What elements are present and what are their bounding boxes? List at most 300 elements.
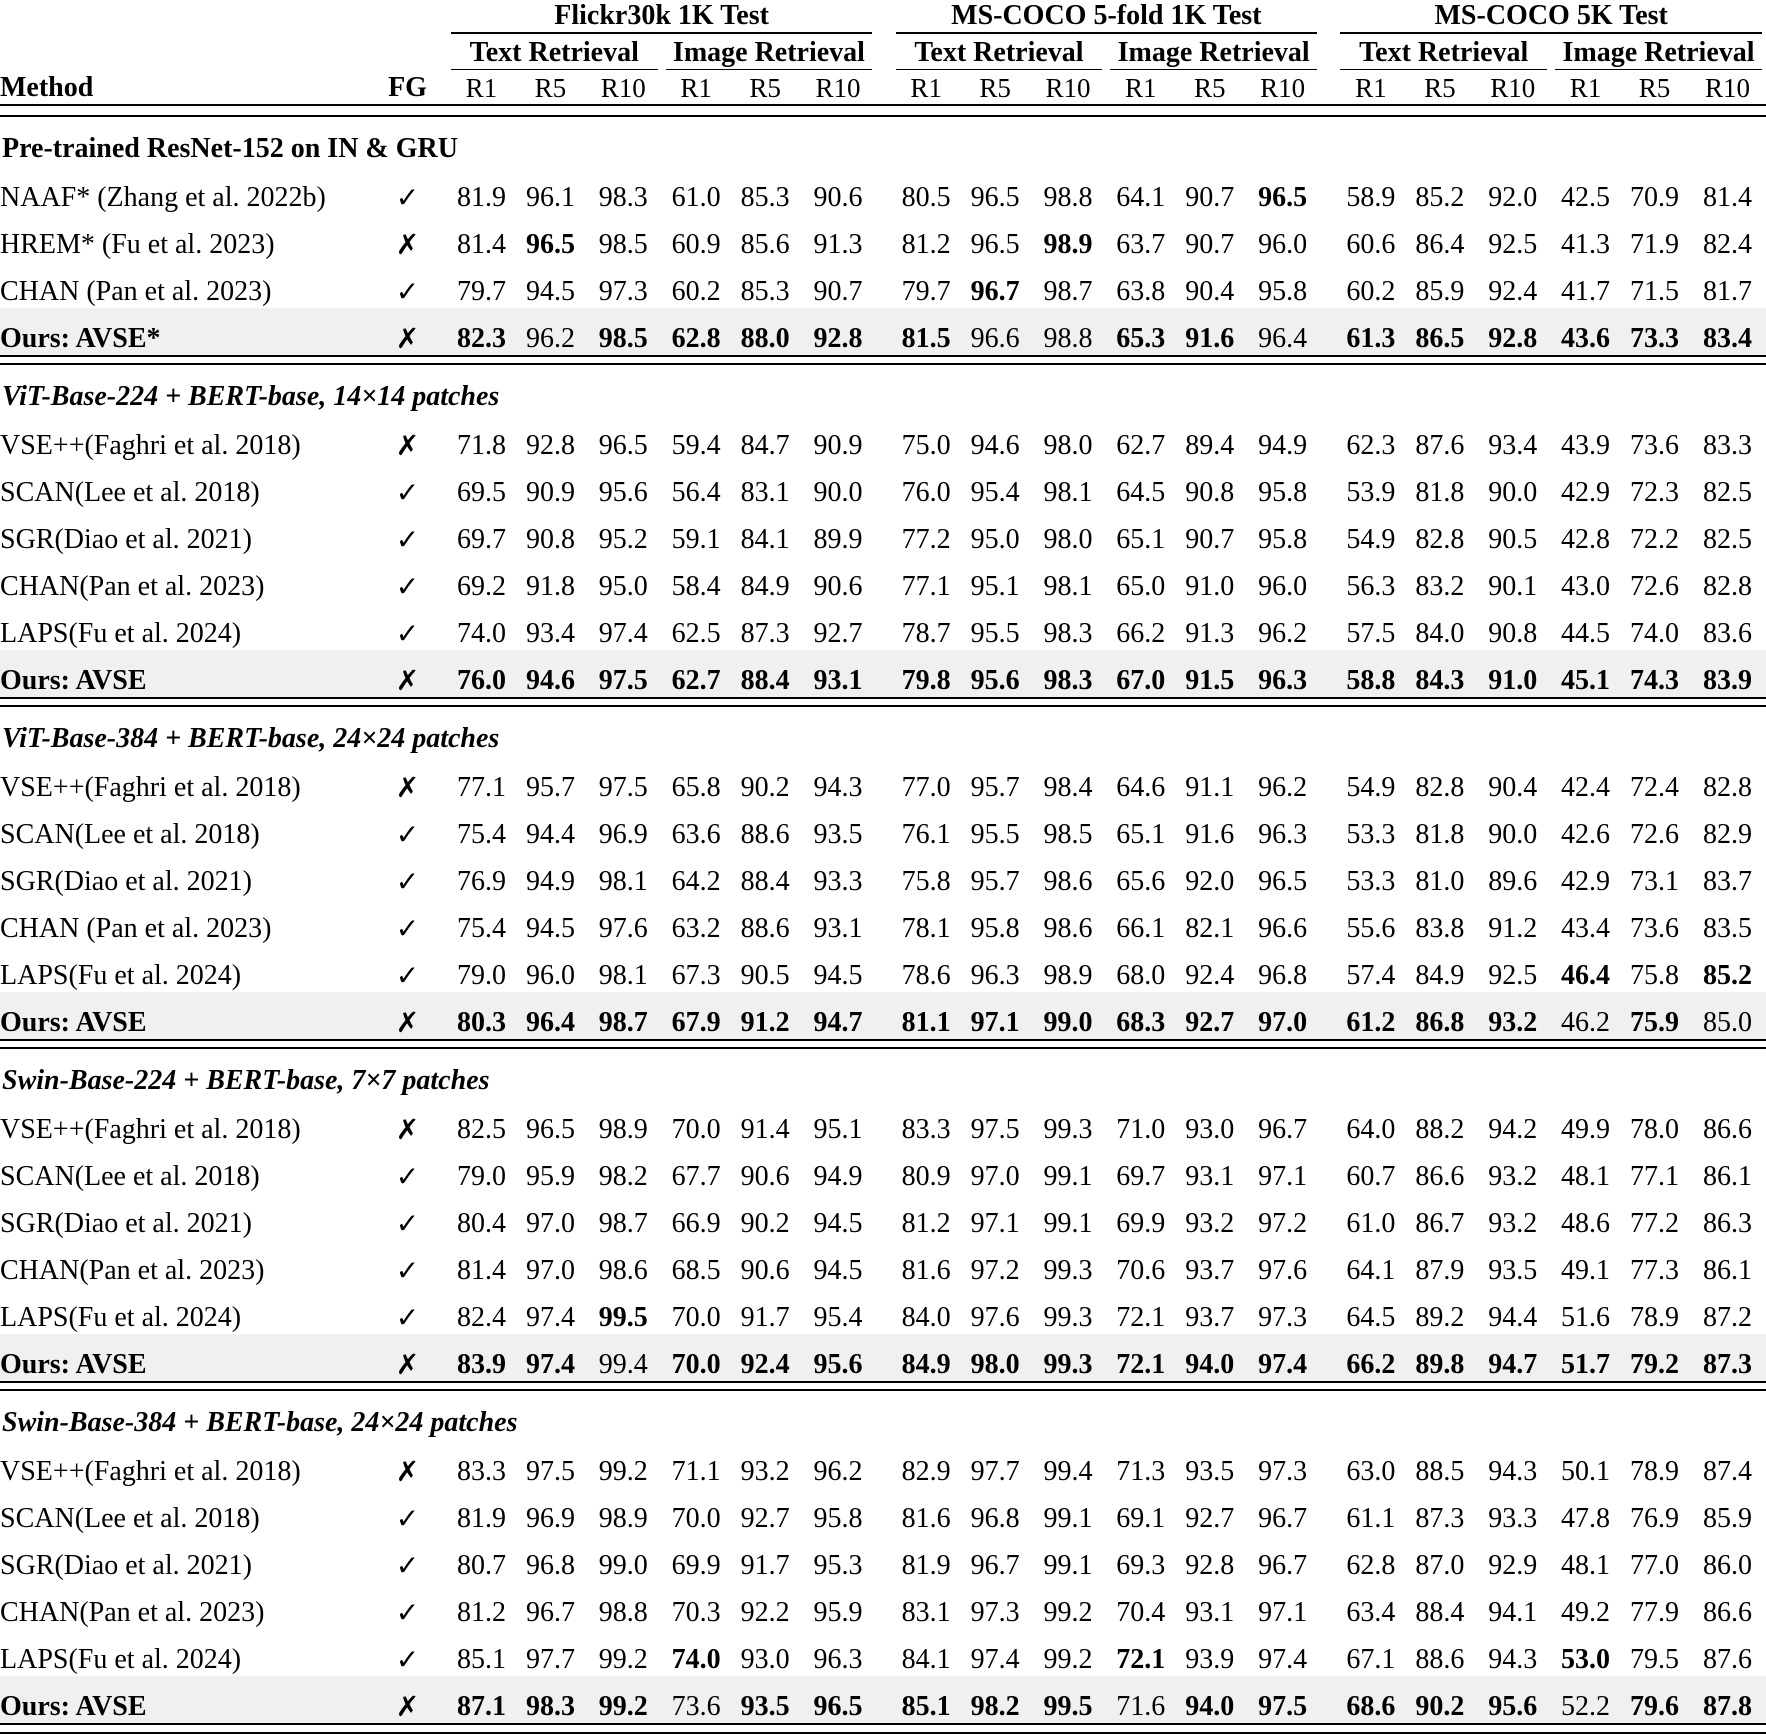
method-name: SGR(Diao et al. 2021) — [0, 1208, 252, 1240]
metric-value: 77.2 — [901, 524, 951, 556]
subgroup-flickr30k-text-retrieval: Text Retrieval — [469, 37, 639, 69]
group-rule-mscoco-5k — [1340, 32, 1762, 34]
fg-mark-cross-icon: ✗ — [395, 1690, 420, 1724]
metric-value: 69.5 — [456, 477, 506, 509]
table-body — [0, 105, 1766, 1733]
metric-value: 42.9 — [1561, 866, 1611, 898]
table-row[interactable] — [0, 1441, 1766, 1488]
metric-value: 70.4 — [1116, 1597, 1166, 1629]
metric-value: 93.1 — [1185, 1597, 1235, 1629]
fg-mark-check-icon: ✓ — [395, 1207, 420, 1241]
metric-value: 93.5 — [813, 819, 863, 851]
table-row[interactable] — [0, 1582, 1766, 1629]
metric-value: 83.8 — [1415, 913, 1465, 945]
metric-value: 87.6 — [1703, 1644, 1753, 1676]
metric-value: 86.1 — [1703, 1255, 1753, 1287]
metric-value: 92.4 — [740, 1349, 790, 1381]
metric-header-2-0-0: R1 — [1355, 73, 1387, 104]
metric-value: 76.9 — [456, 866, 506, 898]
metric-value: 92.7 — [1185, 1007, 1235, 1039]
metric-value: 90.8 — [525, 524, 575, 556]
fg-mark-check-icon: ✓ — [395, 181, 420, 215]
metric-value: 92.8 — [813, 323, 863, 355]
fg-mark-check-icon: ✓ — [395, 865, 420, 899]
fg-mark-check-icon: ✓ — [395, 912, 420, 946]
fg-mark-check-icon: ✓ — [395, 818, 420, 852]
metric-value: 62.3 — [1346, 430, 1396, 462]
metric-value: 90.7 — [1185, 182, 1235, 214]
metric-value: 71.0 — [1116, 1114, 1166, 1146]
table-row[interactable] — [0, 1629, 1766, 1676]
metric-value: 97.5 — [525, 1456, 575, 1488]
metric-value: 54.9 — [1346, 524, 1396, 556]
metric-value: 93.1 — [813, 665, 863, 697]
metric-value: 96.2 — [1258, 772, 1308, 804]
metric-value: 91.5 — [1185, 665, 1235, 697]
metric-value: 98.1 — [598, 960, 648, 992]
table-row[interactable] — [0, 1146, 1766, 1193]
metric-value: 81.4 — [456, 1255, 506, 1287]
metric-header-2-1-0: R1 — [1569, 73, 1602, 104]
metric-value: 96.4 — [525, 1007, 575, 1039]
table-row[interactable] — [0, 415, 1766, 462]
metric-value: 72.1 — [1116, 1302, 1166, 1334]
section-divider-rule — [0, 698, 1766, 706]
metric-value: 91.2 — [740, 1007, 790, 1039]
metric-value: 77.1 — [1630, 1161, 1680, 1193]
metric-value: 98.7 — [1043, 276, 1093, 308]
metric-value: 86.6 — [1415, 1161, 1465, 1193]
metric-value: 96.9 — [598, 819, 648, 851]
metric-value: 96.0 — [1258, 571, 1308, 603]
metric-value: 99.4 — [1043, 1456, 1093, 1488]
metric-value: 78.7 — [901, 618, 951, 650]
metric-value: 87.3 — [1703, 1349, 1753, 1381]
metric-value: 99.1 — [1043, 1550, 1093, 1582]
metric-value: 96.7 — [1258, 1550, 1308, 1582]
metric-value: 95.0 — [970, 524, 1020, 556]
metric-value: 99.2 — [1043, 1644, 1093, 1676]
metric-value: 74.0 — [671, 1644, 721, 1676]
metric-value: 99.0 — [1043, 1007, 1093, 1039]
metric-value: 67.0 — [1116, 665, 1166, 697]
table-row[interactable] — [0, 650, 1766, 698]
metric-value: 95.9 — [813, 1597, 863, 1629]
metric-value: 49.9 — [1561, 1114, 1611, 1146]
method-name: VSE++(Faghri et al. 2018) — [0, 772, 301, 804]
method-name: SCAN(Lee et al. 2018) — [0, 1503, 260, 1535]
metric-value: 98.6 — [1043, 913, 1093, 945]
metric-value: 88.4 — [740, 866, 790, 898]
metric-value: 91.2 — [1488, 913, 1538, 945]
metric-value: 90.7 — [1185, 524, 1235, 556]
metric-value: 46.2 — [1561, 1007, 1611, 1039]
metric-value: 90.2 — [740, 772, 790, 804]
table-row[interactable] — [0, 1193, 1766, 1240]
metric-value: 70.9 — [1630, 182, 1680, 214]
metric-value: 74.3 — [1630, 665, 1680, 697]
metric-value: 44.5 — [1561, 618, 1611, 650]
metric-value: 92.4 — [1185, 960, 1235, 992]
subgroup-mscoco1k-image-retrieval: Image Retrieval — [1117, 37, 1310, 69]
metric-value: 84.3 — [1415, 665, 1465, 697]
method-name: Ours: AVSE — [0, 1691, 147, 1723]
metric-value: 76.0 — [901, 477, 951, 509]
metric-value: 70.6 — [1116, 1255, 1166, 1287]
metric-value: 93.2 — [1488, 1208, 1538, 1240]
metric-value: 98.5 — [598, 229, 648, 261]
metric-value: 94.9 — [525, 866, 575, 898]
metric-value: 70.0 — [671, 1302, 721, 1334]
metric-value: 81.4 — [1703, 182, 1753, 214]
metric-value: 64.1 — [1116, 182, 1166, 214]
table-row[interactable] — [0, 1676, 1766, 1724]
metric-value: 90.6 — [813, 571, 863, 603]
metric-value: 94.5 — [813, 1208, 863, 1240]
metric-value: 79.0 — [456, 1161, 506, 1193]
method-name: LAPS(Fu et al. 2024) — [0, 618, 242, 650]
metric-value: 87.0 — [1415, 1550, 1465, 1582]
table-row[interactable] — [0, 603, 1766, 650]
metric-value: 59.1 — [671, 524, 721, 556]
table-row[interactable] — [0, 804, 1766, 851]
metric-value: 97.5 — [598, 772, 648, 804]
metric-value: 74.0 — [456, 618, 506, 650]
metric-value: 91.0 — [1488, 665, 1538, 697]
table-row[interactable] — [0, 1240, 1766, 1287]
metric-value: 96.5 — [525, 229, 575, 261]
metric-value: 67.3 — [671, 960, 721, 992]
metric-value: 95.8 — [813, 1503, 863, 1535]
metric-value: 81.8 — [1415, 477, 1465, 509]
metric-value: 57.4 — [1346, 960, 1396, 992]
metric-value: 69.3 — [1116, 1550, 1166, 1582]
header-subgroup-row — [0, 37, 1766, 69]
metric-value: 99.3 — [1043, 1349, 1093, 1381]
metric-value: 99.2 — [598, 1456, 648, 1488]
metric-value: 65.0 — [1116, 571, 1166, 603]
metric-value: 86.4 — [1415, 229, 1465, 261]
metric-value: 95.5 — [970, 618, 1020, 650]
metric-value: 89.9 — [813, 524, 863, 556]
table-row[interactable] — [0, 851, 1766, 898]
metric-value: 77.0 — [901, 772, 951, 804]
metric-value: 97.4 — [525, 1302, 575, 1334]
metric-value: 98.5 — [1043, 819, 1093, 851]
metric-value: 61.2 — [1346, 1007, 1396, 1039]
metric-value: 82.8 — [1703, 571, 1753, 603]
table-row[interactable] — [0, 1287, 1766, 1334]
table-row[interactable] — [0, 1488, 1766, 1535]
fg-mark-cross-icon: ✗ — [395, 1455, 420, 1489]
metric-value: 86.6 — [1703, 1114, 1753, 1146]
metric-value: 85.1 — [456, 1644, 506, 1676]
metric-value: 53.3 — [1346, 866, 1396, 898]
table-row[interactable] — [0, 509, 1766, 556]
metric-value: 97.1 — [1258, 1597, 1308, 1629]
metric-value: 89.8 — [1415, 1349, 1465, 1381]
table-row[interactable] — [0, 757, 1766, 804]
table-row[interactable] — [0, 214, 1766, 261]
subgroup-mscoco1k-text-retrieval: Text Retrieval — [914, 37, 1084, 69]
metric-value: 99.3 — [1043, 1255, 1093, 1287]
metric-value: 96.3 — [970, 960, 1020, 992]
metric-value: 96.5 — [970, 229, 1020, 261]
metric-value: 82.9 — [901, 1456, 951, 1488]
metric-value: 61.0 — [671, 182, 721, 214]
metric-value: 98.9 — [1043, 229, 1093, 261]
metric-value: 88.6 — [740, 913, 790, 945]
fg-mark-check-icon: ✓ — [395, 523, 420, 557]
metric-value: 96.5 — [525, 1114, 575, 1146]
metric-value: 97.4 — [525, 1349, 575, 1381]
metric-value: 98.4 — [1043, 772, 1093, 804]
metric-value: 73.6 — [1630, 913, 1680, 945]
method-name: SGR(Diao et al. 2021) — [0, 524, 252, 556]
metric-value: 76.0 — [456, 665, 506, 697]
metric-value: 75.8 — [1630, 960, 1680, 992]
metric-value: 66.9 — [671, 1208, 721, 1240]
metric-value: 94.5 — [813, 960, 863, 992]
metric-value: 96.2 — [1258, 618, 1308, 650]
metric-value: 86.7 — [1415, 1208, 1465, 1240]
metric-value: 93.7 — [1185, 1255, 1235, 1287]
metric-value: 82.4 — [456, 1302, 506, 1334]
table-row[interactable] — [0, 261, 1766, 308]
metric-value: 97.0 — [1258, 1007, 1308, 1039]
metric-value: 98.2 — [598, 1161, 648, 1193]
metric-value: 81.9 — [456, 1503, 506, 1535]
metric-value: 99.1 — [1043, 1208, 1093, 1240]
metric-value: 86.6 — [1703, 1597, 1753, 1629]
metric-value: 93.2 — [740, 1456, 790, 1488]
metric-value: 96.5 — [1258, 182, 1308, 214]
metric-value: 71.6 — [1116, 1691, 1166, 1723]
metric-value: 90.2 — [740, 1208, 790, 1240]
metric-value: 87.2 — [1703, 1302, 1753, 1334]
metric-value: 88.0 — [740, 323, 790, 355]
metric-value: 99.0 — [598, 1550, 648, 1582]
metric-value: 86.1 — [1703, 1161, 1753, 1193]
subrule-1 — [451, 69, 658, 70]
fg-mark-cross-icon: ✗ — [395, 429, 420, 463]
metric-value: 88.6 — [740, 819, 790, 851]
metric-value: 80.9 — [901, 1161, 951, 1193]
method-name: SCAN(Lee et al. 2018) — [0, 819, 260, 851]
metric-value: 43.4 — [1561, 913, 1611, 945]
metric-value: 98.9 — [1043, 960, 1093, 992]
metric-value: 61.1 — [1346, 1503, 1396, 1535]
metric-value: 90.0 — [813, 477, 863, 509]
method-name: Ours: AVSE* — [0, 323, 161, 355]
metric-value: 98.7 — [598, 1208, 648, 1240]
metric-value: 86.5 — [1415, 323, 1465, 355]
header-bottom-rule — [0, 105, 1766, 116]
group-title-flickr30k: Flickr30k 1K Test — [554, 0, 769, 31]
metric-value: 68.3 — [1116, 1007, 1166, 1039]
metric-value: 92.8 — [1488, 323, 1538, 355]
metric-value: 88.4 — [1415, 1597, 1465, 1629]
group-title-mscoco-5k: MS-COCO 5K Test — [1434, 0, 1668, 31]
table-row[interactable] — [0, 945, 1766, 992]
metric-value: 60.7 — [1346, 1161, 1396, 1193]
metric-value: 93.3 — [1488, 1503, 1538, 1535]
metric-value: 49.1 — [1561, 1255, 1611, 1287]
metric-value: 80.5 — [901, 182, 951, 214]
metric-value: 49.2 — [1561, 1597, 1611, 1629]
metric-value: 98.6 — [598, 1255, 648, 1287]
metric-value: 55.6 — [1346, 913, 1396, 945]
metric-value: 74.0 — [1630, 618, 1680, 650]
metric-value: 87.8 — [1703, 1691, 1753, 1723]
fg-mark-cross-icon: ✗ — [395, 228, 420, 262]
metric-value: 56.3 — [1346, 571, 1396, 603]
metric-value: 82.5 — [456, 1114, 506, 1146]
metric-value: 75.4 — [456, 913, 506, 945]
metric-value: 91.3 — [813, 229, 863, 261]
fg-mark-check-icon: ✓ — [395, 1160, 420, 1194]
metric-value: 63.4 — [1346, 1597, 1396, 1629]
metric-value: 90.5 — [740, 960, 790, 992]
table-row[interactable] — [0, 556, 1766, 603]
metric-value: 85.6 — [740, 229, 790, 261]
table-row[interactable] — [0, 1535, 1766, 1582]
metric-value: 94.6 — [525, 665, 575, 697]
metric-value: 97.6 — [1258, 1255, 1308, 1287]
method-name: CHAN(Pan et al. 2023) — [0, 1597, 265, 1629]
metric-value: 98.9 — [598, 1503, 648, 1535]
metric-value: 67.9 — [671, 1007, 721, 1039]
metric-header-1-0-2: R10 — [1045, 73, 1091, 104]
metric-value: 64.6 — [1116, 772, 1166, 804]
metric-value: 83.1 — [901, 1597, 951, 1629]
method-name: CHAN (Pan et al. 2023) — [0, 913, 272, 945]
metric-value: 75.8 — [901, 866, 951, 898]
metric-value: 69.1 — [1116, 1503, 1166, 1535]
metric-header-0-0-2: R10 — [600, 73, 646, 104]
metric-value: 93.9 — [1185, 1644, 1235, 1676]
metric-value: 72.3 — [1630, 477, 1680, 509]
metric-value: 70.0 — [671, 1503, 721, 1535]
subrule-6 — [1555, 69, 1762, 70]
metric-value: 84.9 — [901, 1349, 951, 1381]
method-name: LAPS(Fu et al. 2024) — [0, 960, 242, 992]
metric-value: 78.9 — [1630, 1456, 1680, 1488]
metric-value: 76.9 — [1630, 1503, 1680, 1535]
metric-value: 95.6 — [813, 1349, 863, 1381]
metric-value: 73.1 — [1630, 866, 1680, 898]
metric-value: 81.4 — [456, 229, 506, 261]
metric-value: 95.2 — [598, 524, 648, 556]
metric-value: 87.3 — [740, 618, 790, 650]
fg-mark-check-icon: ✓ — [395, 275, 420, 309]
section-title: ViT-Base-384 + BERT-base, 24×24 patches — [2, 723, 500, 755]
metric-value: 95.6 — [970, 665, 1020, 697]
metric-value: 80.4 — [456, 1208, 506, 1240]
table-row[interactable] — [0, 1099, 1766, 1146]
metric-value: 81.1 — [901, 1007, 951, 1039]
metric-header-2-0-2: R10 — [1490, 73, 1536, 104]
metric-value: 95.1 — [813, 1114, 863, 1146]
metric-value: 84.9 — [1415, 960, 1465, 992]
metric-value: 60.2 — [1346, 276, 1396, 308]
method-column-header: Method — [0, 72, 94, 104]
metric-value: 95.9 — [525, 1161, 575, 1193]
metric-value: 63.0 — [1346, 1456, 1396, 1488]
metric-value: 97.4 — [598, 618, 648, 650]
table-row[interactable] — [0, 462, 1766, 509]
metric-header-1-1-0: R1 — [1125, 73, 1157, 104]
metric-value: 48.1 — [1561, 1161, 1611, 1193]
table-row[interactable] — [0, 992, 1766, 1040]
metric-value: 92.7 — [813, 618, 863, 650]
metric-value: 81.0 — [1415, 866, 1465, 898]
metric-value: 84.0 — [1415, 618, 1465, 650]
fg-mark-check-icon: ✓ — [395, 1502, 420, 1536]
table-row[interactable] — [0, 1334, 1766, 1382]
metric-value: 96.6 — [1258, 913, 1308, 945]
metric-value: 66.1 — [1116, 913, 1166, 945]
metric-value: 92.5 — [1488, 229, 1538, 261]
metric-header-0-0-0: R1 — [465, 73, 498, 104]
metric-value: 93.0 — [1185, 1114, 1235, 1146]
metric-value: 66.2 — [1346, 1349, 1396, 1381]
metric-value: 96.0 — [1258, 229, 1308, 261]
metric-value: 63.6 — [671, 819, 721, 851]
metric-value: 82.9 — [1703, 819, 1753, 851]
table-row[interactable] — [0, 898, 1766, 945]
metric-value: 94.1 — [1488, 1597, 1538, 1629]
table-row[interactable] — [0, 308, 1766, 356]
metric-value: 83.6 — [1703, 618, 1753, 650]
metric-value: 82.8 — [1703, 772, 1753, 804]
metric-value: 91.8 — [525, 571, 575, 603]
metric-value: 83.3 — [901, 1114, 951, 1146]
metric-value: 96.2 — [525, 323, 575, 355]
metric-value: 88.6 — [1415, 1644, 1465, 1676]
metric-value: 98.3 — [598, 182, 648, 214]
metric-header-0-1-0: R1 — [680, 73, 712, 104]
metric-value: 98.1 — [1043, 571, 1093, 603]
metric-value: 95.7 — [525, 772, 575, 804]
metric-value: 92.8 — [525, 430, 575, 462]
metric-value: 65.6 — [1116, 866, 1166, 898]
metric-header-0-1-2: R10 — [815, 73, 861, 104]
metric-value: 95.6 — [598, 477, 648, 509]
metric-value: 96.6 — [970, 323, 1020, 355]
metric-value: 92.5 — [1488, 960, 1538, 992]
metric-value: 94.5 — [813, 1255, 863, 1287]
table-row[interactable] — [0, 167, 1766, 214]
metric-value: 99.2 — [598, 1691, 648, 1723]
metric-value: 99.3 — [1043, 1302, 1093, 1334]
metric-header-2-0-1: R5 — [1424, 73, 1456, 104]
metric-value: 84.0 — [901, 1302, 951, 1334]
metric-value: 72.6 — [1630, 571, 1680, 603]
metric-value: 95.6 — [1488, 1691, 1538, 1723]
method-name: SCAN(Lee et al. 2018) — [0, 1161, 260, 1193]
metric-value: 93.7 — [1185, 1302, 1235, 1334]
metric-value: 84.1 — [740, 524, 790, 556]
section-header-row — [0, 1390, 1766, 1441]
metric-value: 81.2 — [901, 229, 951, 261]
fg-mark-cross-icon: ✗ — [395, 664, 420, 698]
metric-value: 69.9 — [671, 1550, 721, 1582]
metric-value: 97.6 — [598, 913, 648, 945]
metric-value: 82.5 — [1703, 524, 1753, 556]
metric-value: 95.4 — [813, 1302, 863, 1334]
metric-header-0-0-1: R5 — [534, 73, 567, 104]
